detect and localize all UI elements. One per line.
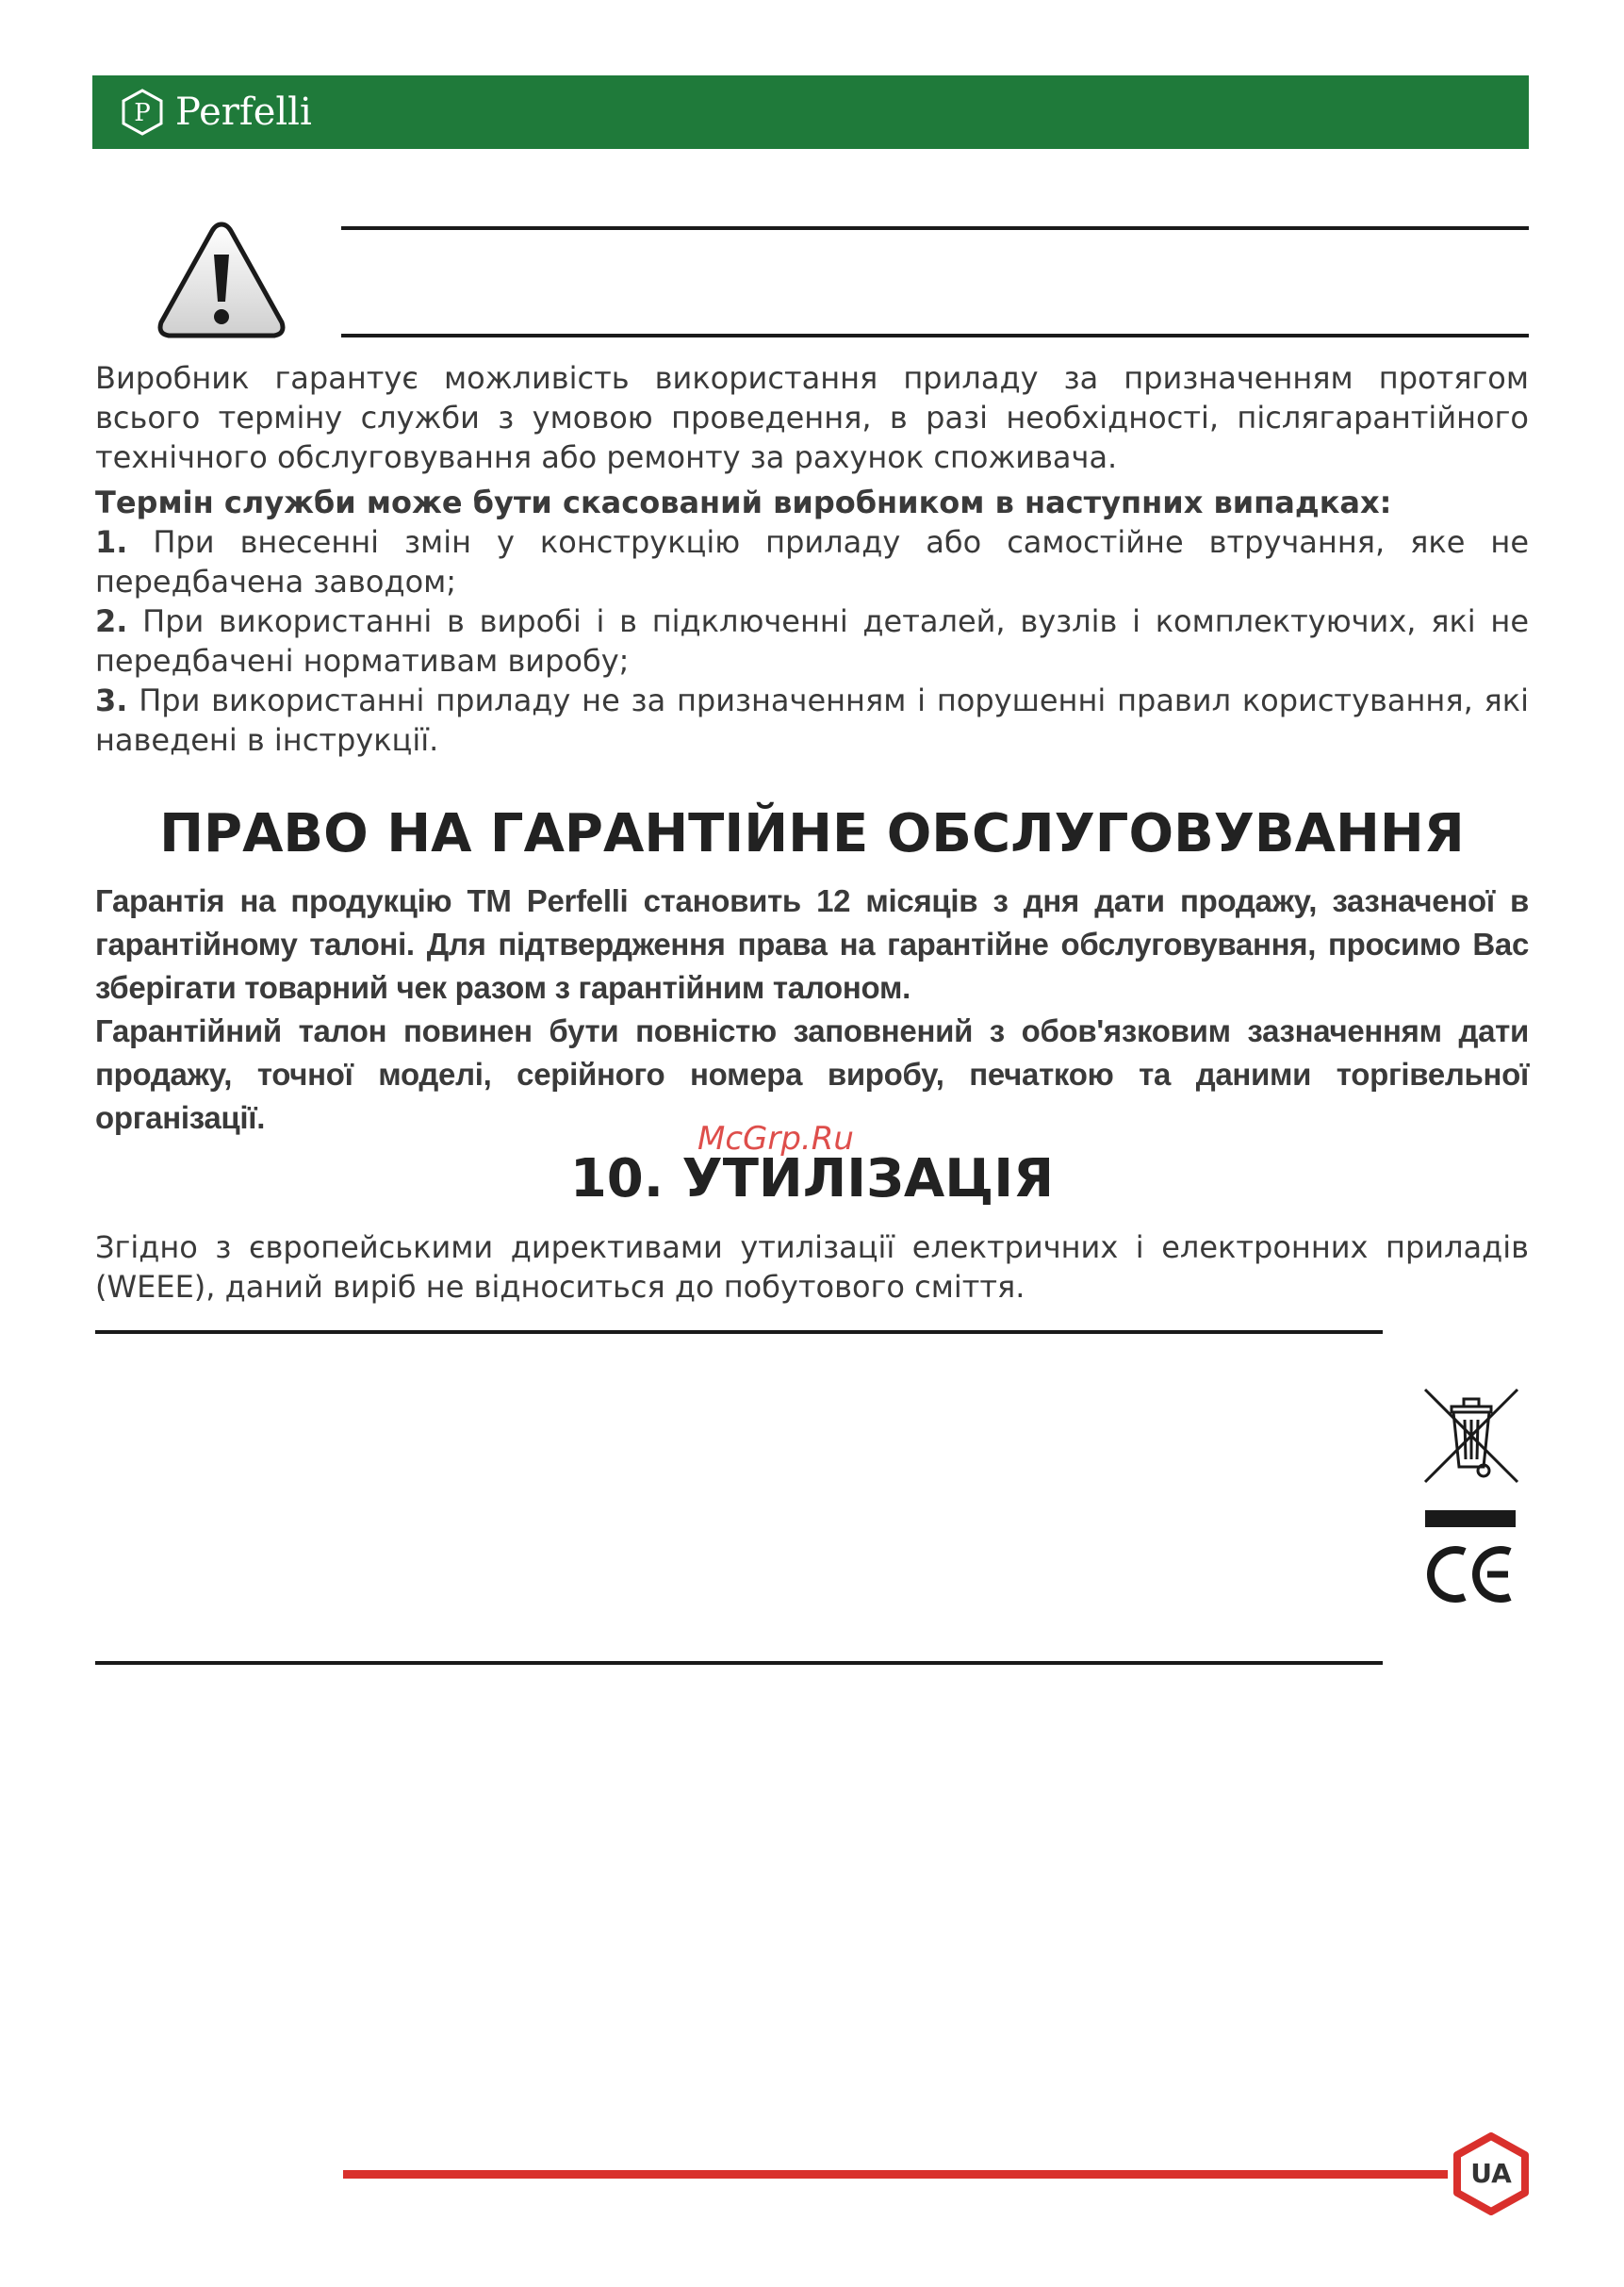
footer-accent-line [343, 2170, 1448, 2179]
conditions-title: Термін служби може бути скасований виробником в наступних випадках: [95, 485, 1392, 520]
disposal-heading: 10. УТИЛІЗАЦІЯ [569, 1148, 1055, 1209]
condition-item [95, 601, 1529, 681]
divider-line [95, 1330, 1383, 1334]
intro-text-block [95, 358, 1529, 760]
warning-icon [156, 219, 287, 341]
divider-line [95, 1661, 1383, 1665]
condition-item [95, 681, 1529, 760]
divider-line [341, 226, 1529, 230]
warranty-paragraph: Гарантійний талон повинен бути повністю заповнений з обов'язковим зазначенням дати продажу, точної моделі, серійного номера виробу, печаткою та даними торгівельної організації. [95, 1013, 1529, 1135]
logo-letter: P [134, 99, 151, 127]
condition-item [95, 522, 1529, 601]
condition-number: 1. [95, 524, 128, 560]
condition-text: При внесенні змін у конструкцію приладу або самостійне втручання, яке не передбачена заводом; [95, 524, 1529, 600]
weee-bar-icon [1425, 1510, 1516, 1527]
condition-text: При використанні в виробі і в підключенні деталей, вузлів і комплектуючих, які не передбачені нормативам виробу; [95, 603, 1529, 679]
warranty-heading: ПРАВО НА ГАРАНТІЙНЕ ОБСЛУГОВУВАННЯ [159, 803, 1465, 864]
condition-number: 3. [95, 683, 128, 718]
disposal-paragraph: Згідно з європейськими директивами утилізації електричних і електронних приладів (WEEE), даний виріб не відноситься до побутового сміття. [95, 1229, 1529, 1305]
brand-header-bar [92, 75, 1529, 149]
brand-logo [119, 89, 312, 136]
condition-text: При використанні приладу не за призначенням і порушенні правил користування, які наведені в інструкції. [95, 683, 1529, 758]
intro-paragraph: Виробник гарантує можливість використання приладу за призначенням протягом всього терміну служби з умовою проведення, в разі необхідності, післягарантійного технічного обслуговування або ремонту за рахунок споживача. [95, 360, 1529, 475]
warranty-text-block [95, 880, 1529, 1140]
condition-number: 2. [95, 603, 128, 639]
watermark: McGrp.Ru [697, 1120, 854, 1158]
ce-mark-icon [1425, 1544, 1516, 1604]
warranty-paragraph: Гарантія на продукцію ТМ Perfelli становить 12 місяців з дня дати продажу, зазначеної в гарантійному талоні. Для підтвердження права на гарантійне обслуговування, просимо Вас зберігати товарний чек разом з гарантійним талоном. [95, 883, 1529, 1005]
perfelli-logo-icon [119, 89, 166, 136]
weee-crossed-bin-icon [1421, 1386, 1521, 1486]
divider-line [341, 334, 1529, 337]
brand-name: Perfelli [175, 90, 312, 134]
language-badge-label: UA [1470, 2158, 1512, 2189]
